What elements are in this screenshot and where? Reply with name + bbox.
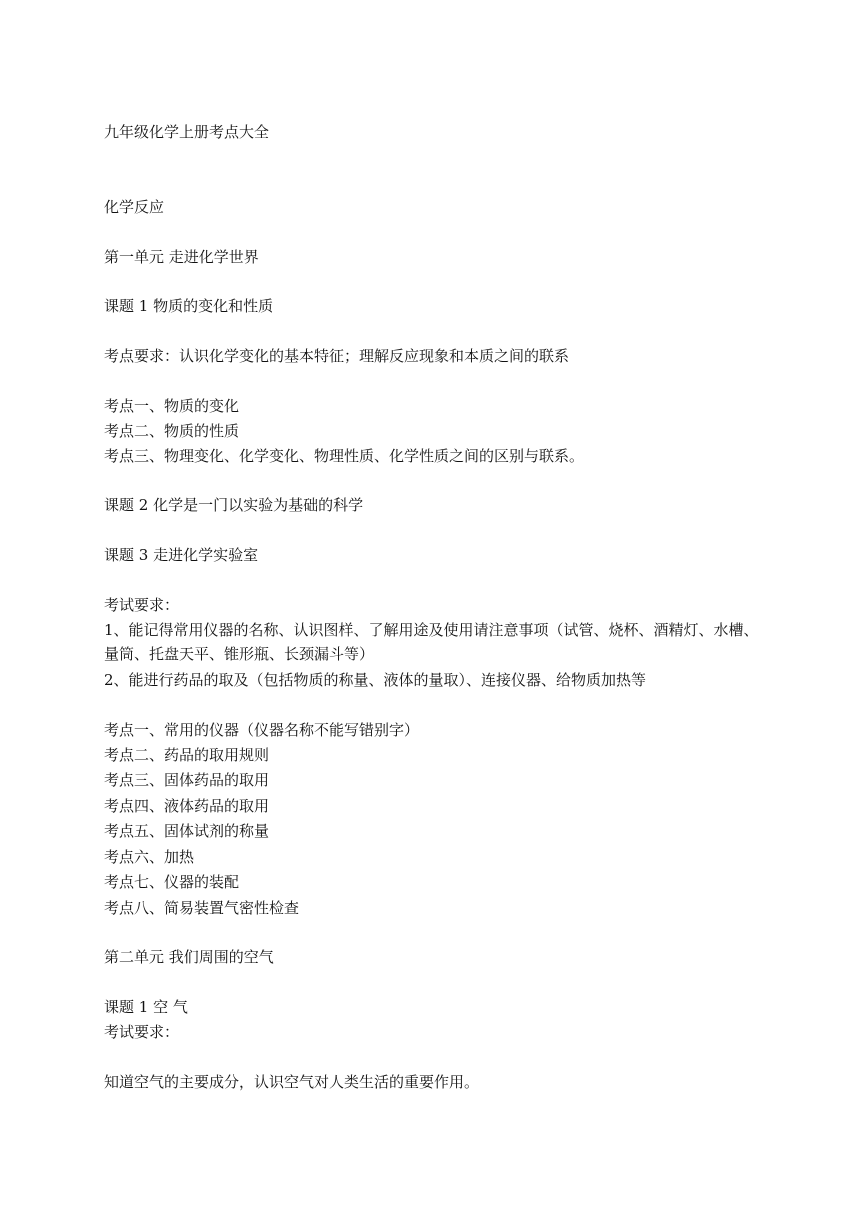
lesson-3-title: 课题 3 走进化学实验室 [104,546,259,564]
lesson-2-title: 课题 2 化学是一门以实验为基础的科学 [104,496,364,514]
requirement-item: 2、能进行药品的取及（包括物质的称量、液体的量取）、连接仪器、给物质加热等 [104,671,647,689]
point-item: 考点一、常用的仪器（仪器名称不能写错别字） [104,721,420,739]
lesson-1-title: 课题 1 物质的变化和性质 [104,297,274,315]
point-item: 考点三、物理变化、化学变化、物理性质、化学性质之间的区别与联系。 [104,447,585,465]
unit-1-title: 第一单元 走进化学世界 [104,248,259,266]
requirement-text: 知道空气的主要成分，认识空气对人类生活的重要作用。 [104,1073,480,1091]
point-item: 考点一、物质的变化 [104,397,240,415]
exam-requirement-label: 考试要求： [104,596,180,614]
section-heading: 化学反应 [104,198,165,216]
unit-2-lesson-1-title: 课题 1 空 气 [104,998,188,1016]
point-item: 考点二、物质的性质 [104,422,240,440]
point-item: 考点三、固体药品的取用 [104,771,270,789]
unit-2-title: 第二单元 我们周围的空气 [104,948,274,966]
point-item: 考点六、加热 [104,848,195,866]
requirement-item: 1、能记得常用仪器的名称、认识图样、了解用途及使用请注意事项（试管、烧杯、酒精灯、水槽、量筒、托盘天平、锥形瓶、长颈漏斗等） [104,621,759,663]
point-item: 考点四、液体药品的取用 [104,797,270,815]
lesson-1-requirement: 考点要求：认识化学变化的基本特征；理解反应现象和本质之间的联系 [104,347,570,365]
point-item: 考点七、仪器的装配 [104,873,240,891]
point-item: 考点二、药品的取用规则 [104,746,270,764]
exam-requirement-label: 考试要求： [104,1023,180,1041]
point-item: 考点八、简易装置气密性检查 [104,899,300,917]
point-item: 考点五、固体试剂的称量 [104,822,270,840]
document-title: 九年级化学上册考点大全 [104,123,270,141]
